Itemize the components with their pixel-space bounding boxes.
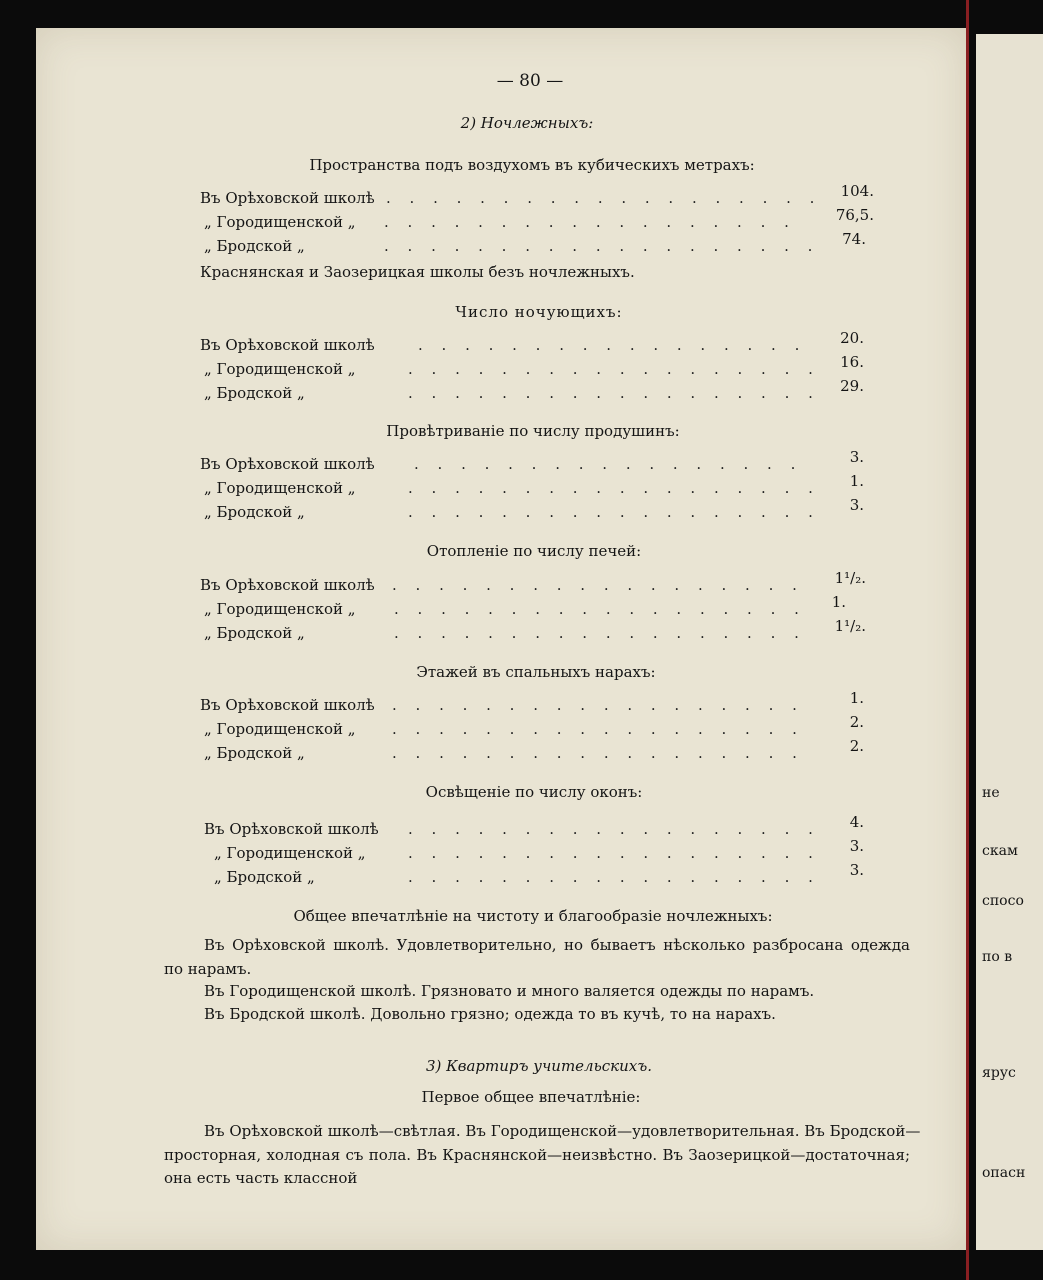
floors-row-3-label: „ Бродской „ bbox=[204, 744, 305, 762]
air-row-2-label: „ Городищенской „ bbox=[204, 213, 356, 231]
ventilation-row-3-label: „ Бродской „ bbox=[204, 503, 305, 521]
impression-paragraph-1: Въ Орѣховской школѣ. Удовлетворительно, но бываетъ нѣсколько разбросана одежда bbox=[204, 936, 910, 954]
lighting-row-2-value: 3. bbox=[849, 837, 864, 855]
impression-paragraph-2: Въ Городищенской школѣ. Грязновато и много валяется одежды по нарамъ. bbox=[204, 982, 815, 1000]
dot-leader bbox=[408, 843, 812, 863]
dot-leader bbox=[392, 719, 814, 739]
page-number: — 80 — bbox=[496, 71, 564, 91]
section-2-heading: 2) Ночлежныхъ: bbox=[460, 114, 594, 132]
air-note: Краснянская и Заозерицкая школы безъ ночлежныхъ. bbox=[200, 263, 635, 281]
right-fragment: опасн bbox=[982, 1165, 1026, 1181]
section-3-heading: 3) Квартиръ учительскихъ. bbox=[425, 1057, 653, 1075]
floors-row-1-label: Въ Орѣховской школѣ bbox=[200, 696, 375, 714]
ventilation-row-1-value: 3. bbox=[849, 448, 864, 466]
section-3-line-3: она есть часть классной bbox=[164, 1169, 358, 1187]
heating-heading: Отопленіе по числу печей: bbox=[426, 542, 642, 560]
air-row-3-label: „ Бродской „ bbox=[204, 237, 305, 255]
binding-edge bbox=[966, 0, 969, 1280]
right-fragment: ярус bbox=[982, 1065, 1016, 1081]
sleepers-row-3-value: 29. bbox=[840, 377, 864, 395]
ventilation-row-1-label: Въ Орѣховской школѣ bbox=[200, 455, 375, 473]
dot-leader bbox=[384, 236, 814, 256]
lighting-row-1-label: Въ Орѣховской школѣ bbox=[204, 820, 379, 838]
dot-leader bbox=[394, 623, 814, 643]
right-fragment: не bbox=[982, 785, 1000, 801]
air-heading: Пространства подъ воздухомъ въ кубическихъ метрахъ: bbox=[309, 156, 755, 174]
lighting-row-3-value: 3. bbox=[849, 861, 864, 879]
heating-row-1-label: Въ Орѣховской школѣ bbox=[200, 576, 375, 594]
heating-row-2-label: „ Городищенской „ bbox=[204, 600, 356, 618]
floors-row-2-value: 2. bbox=[849, 713, 864, 731]
section-3-subheading: Первое общее впечатлѣніе: bbox=[421, 1088, 641, 1106]
dot-leader bbox=[386, 188, 818, 208]
heating-row-3-value: 1¹/₂. bbox=[834, 617, 866, 635]
impression-paragraph-3: Въ Бродской школѣ. Довольно грязно; одежда то въ кучѣ, то на нарахъ. bbox=[204, 1005, 776, 1023]
sleepers-row-3-label: „ Бродской „ bbox=[204, 384, 305, 402]
section-3-line-1: Въ Орѣховской школѣ—свѣтлая. Въ Городищенской—удовлетворительная. Въ Бродской— bbox=[204, 1122, 921, 1140]
lighting-row-2-label: „ Городищенской „ bbox=[214, 844, 366, 862]
floors-row-1-value: 1. bbox=[849, 689, 864, 707]
dot-leader bbox=[408, 502, 814, 522]
adjacent-page bbox=[976, 34, 1043, 1250]
dot-leader bbox=[384, 212, 788, 232]
heating-row-2-value: 1. bbox=[831, 593, 846, 611]
sleepers-row-1-label: Въ Орѣховской школѣ bbox=[200, 336, 375, 354]
dot-leader bbox=[408, 478, 814, 498]
dot-leader bbox=[394, 599, 814, 619]
air-row-1-label: Въ Орѣховской школѣ bbox=[200, 189, 375, 207]
dot-leader bbox=[418, 335, 814, 355]
right-fragment: спосо bbox=[982, 893, 1024, 909]
lighting-row-1-value: 4. bbox=[849, 813, 864, 831]
lighting-row-3-label: „ Бродской „ bbox=[214, 868, 315, 886]
sleepers-row-2-value: 16. bbox=[840, 353, 864, 371]
sleepers-heading: Число ночующихъ: bbox=[455, 303, 623, 321]
floors-heading: Этажей въ спальныхъ нарахъ: bbox=[416, 663, 656, 681]
dot-leader bbox=[392, 743, 814, 763]
dot-leader bbox=[408, 383, 814, 403]
air-row-3-value: 74. bbox=[842, 230, 866, 248]
ventilation-heading: Провѣтриваніе по числу продушинъ: bbox=[386, 422, 680, 440]
air-row-2-value: 76,5. bbox=[835, 206, 874, 224]
impression-heading: Общее впечатлѣніе на чистоту и благообразіе ночлежныхъ: bbox=[293, 907, 773, 925]
lighting-heading: Освѣщеніе по числу оконъ: bbox=[425, 783, 643, 801]
dot-leader bbox=[408, 819, 812, 839]
dot-leader bbox=[414, 454, 814, 474]
dot-leader bbox=[408, 359, 814, 379]
floors-row-3-value: 2. bbox=[849, 737, 864, 755]
ventilation-row-2-value: 1. bbox=[849, 472, 864, 490]
air-row-1-value: 104. bbox=[840, 182, 874, 200]
impression-paragraph-1-cont: по нарамъ. bbox=[164, 960, 252, 978]
ventilation-row-3-value: 3. bbox=[849, 496, 864, 514]
dot-leader bbox=[392, 695, 814, 715]
floors-row-2-label: „ Городищенской „ bbox=[204, 720, 356, 738]
page-sheet bbox=[36, 28, 966, 1250]
heating-row-1-value: 1¹/₂. bbox=[834, 569, 866, 587]
ventilation-row-2-label: „ Городищенской „ bbox=[204, 479, 356, 497]
right-fragment: скам bbox=[982, 843, 1018, 859]
dot-leader bbox=[392, 575, 814, 595]
section-3-line-2: просторная, холодная съ пола. Въ Краснянской—неизвѣстно. Въ Заозерицкой—достаточная; bbox=[164, 1146, 910, 1164]
dot-leader bbox=[408, 867, 812, 887]
right-fragment: по в bbox=[982, 949, 1013, 965]
heating-row-3-label: „ Бродской „ bbox=[204, 624, 305, 642]
sleepers-row-2-label: „ Городищенской „ bbox=[204, 360, 356, 378]
sleepers-row-1-value: 20. bbox=[840, 329, 864, 347]
